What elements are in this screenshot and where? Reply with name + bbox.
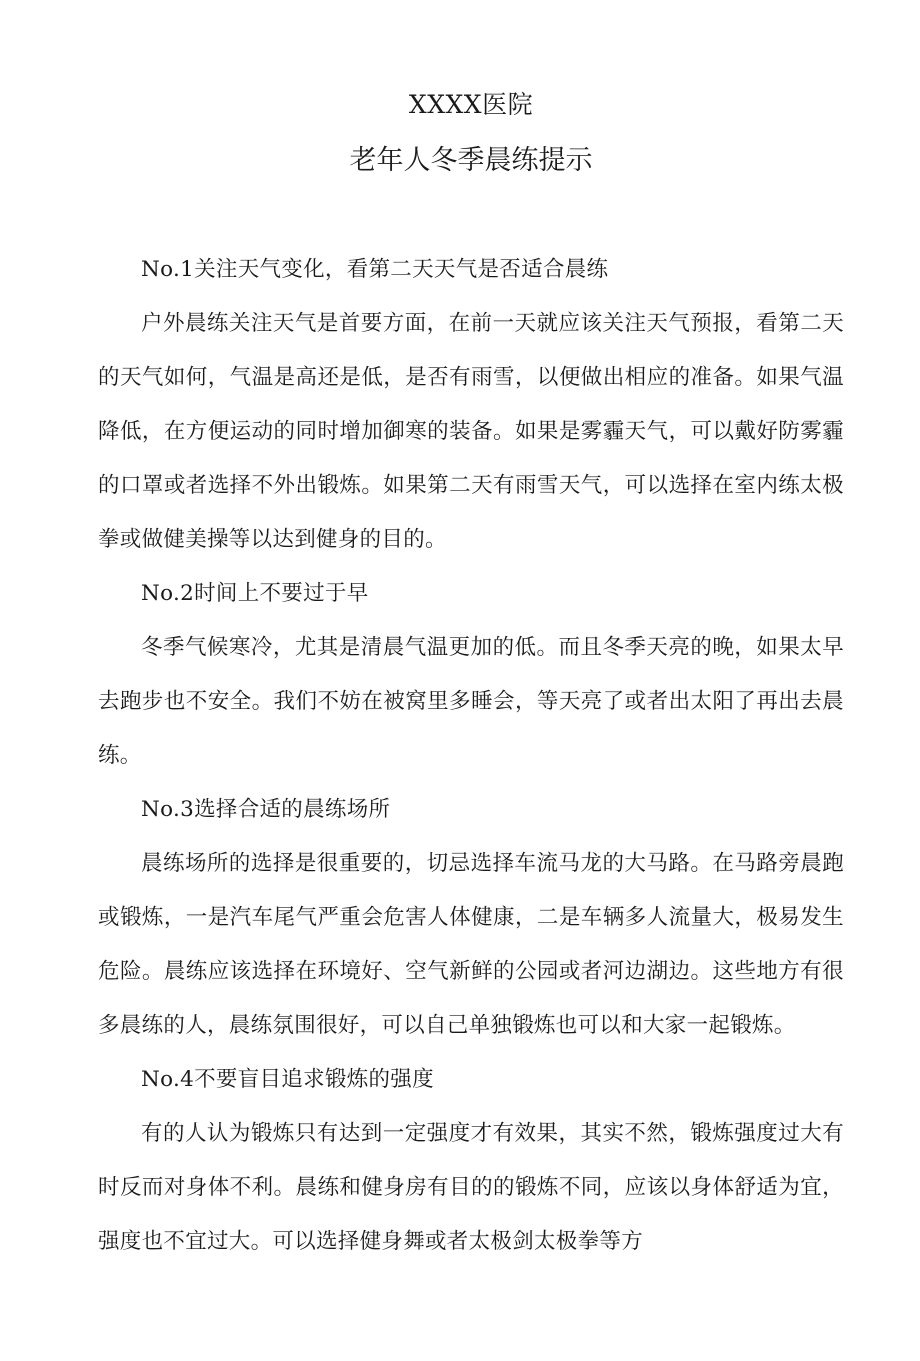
hospital-name: XXXX医院 — [408, 90, 534, 119]
section-paragraph-1: 户外晨练关注天气是首要方面，在前一天就应该关注天气预报，看第二天的天气如何，气温是高还是低，是否有雨雪，以便做出相应的准备。如果气温降低，在方便运动的同时增加御寒的装备。如果是雾霾天气，可以戴好防雾霾的口罩或者选择不外出锻炼。如果第二天有雨雪天气，可以选择在室内练太极拳或做健美操等以达到健身的目的。 — [98, 311, 844, 552]
section-heading-2: No.2时间上不要过于早 — [141, 581, 369, 606]
section-heading-3: No.3选择合适的晨练场所 — [141, 797, 391, 822]
section-heading-1: No.1关注天气变化，看第二天天气是否适合晨练 — [141, 257, 609, 282]
section-paragraph-3: 晨练场所的选择是很重要的，切忌选择车流马龙的大马路。在马路旁晨跑或锻炼，一是汽车尾气严重会危害人体健康，二是车辆多人流量大，极易发生危险。晨练应该选择在环境好、空气新鲜的公园或者河边湖边。这些地方有很多晨练的人，晨练氛围很好，可以自己单独锻炼也可以和大家一起锻炼。 — [98, 851, 844, 1038]
document-body — [98, 243, 844, 1269]
section-heading-4: No.4不要盲目追求锻炼的强度 — [141, 1067, 434, 1092]
document-title: 老年人冬季晨练提示 — [349, 145, 593, 176]
section-paragraph-2: 冬季气候寒冷，尤其是清晨气温更加的低。而且冬季天亮的晚，如果太早去跑步也不安全。我们不妨在被窝里多睡会，等天亮了或者出太阳了再出去晨练。 — [98, 635, 844, 768]
section-paragraph-4: 有的人认为锻炼只有达到一定强度才有效果，其实不然，锻炼强度过大有时反而对身体不利。晨练和健身房有目的的锻炼不同，应该以身体舒适为宜，强度也不宜过大。可以选择健身舞或者太极剑太极拳等方 — [98, 1121, 844, 1254]
